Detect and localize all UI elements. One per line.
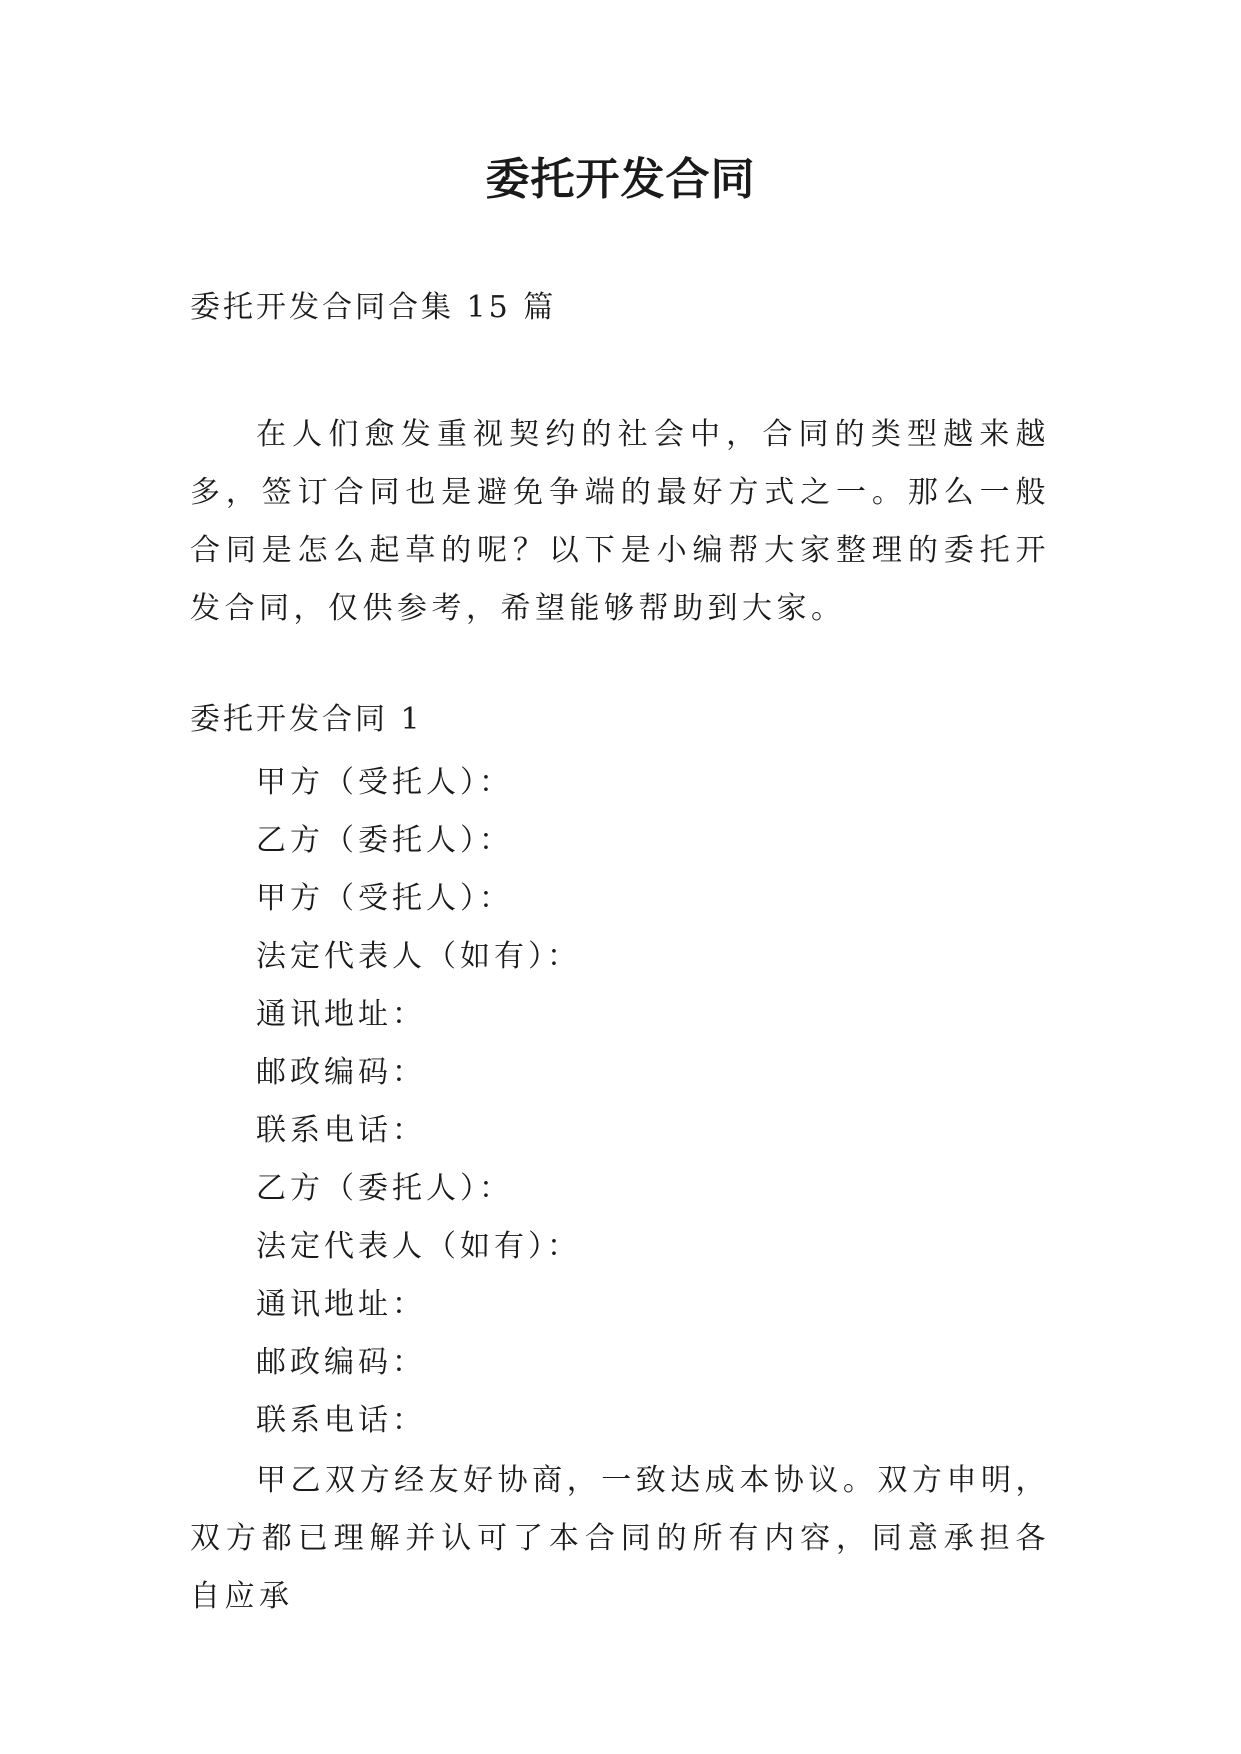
closing-paragraph: 甲乙双方经友好协商，一致达成本协议。双方申明，双方都已理解并认可了本合同的所有内容，同意承担各自应承	[190, 1463, 1050, 1614]
field-party-a-address: 通讯地址：	[256, 997, 426, 1032]
document-title: 委托开发合同	[485, 154, 756, 205]
field-party-a-trustee-detail: 甲方（受托人）：	[256, 881, 513, 916]
field-party-b-client: 乙方（委托人）：	[256, 823, 513, 858]
field-party-a-phone: 联系电话：	[256, 1113, 426, 1148]
field-party-b-phone: 联系电话：	[256, 1403, 426, 1438]
intro-paragraph: 在人们愈发重视契约的社会中，合同的类型越来越多，签订合同也是避免争端的最好方式之一。那么一般合同是怎么起草的呢？以下是小编帮大家整理的委托开发合同，仅供参考，希望能够帮助到大家。	[190, 417, 1050, 626]
field-party-b-legal-rep: 法定代表人（如有）：	[256, 1229, 581, 1264]
document-subtitle: 委托开发合同合集 15 篇	[190, 290, 557, 325]
field-party-b-client-detail: 乙方（委托人）：	[256, 1171, 513, 1206]
field-party-a-trustee: 甲方（受托人）：	[256, 765, 513, 800]
field-party-b-address: 通讯地址：	[256, 1287, 426, 1322]
field-party-a-postcode: 邮政编码：	[256, 1055, 426, 1090]
field-party-a-legal-rep: 法定代表人（如有）：	[256, 939, 581, 974]
field-party-b-postcode: 邮政编码：	[256, 1345, 426, 1380]
section-heading: 委托开发合同 1	[190, 702, 423, 737]
party-field-list	[256, 754, 581, 1450]
